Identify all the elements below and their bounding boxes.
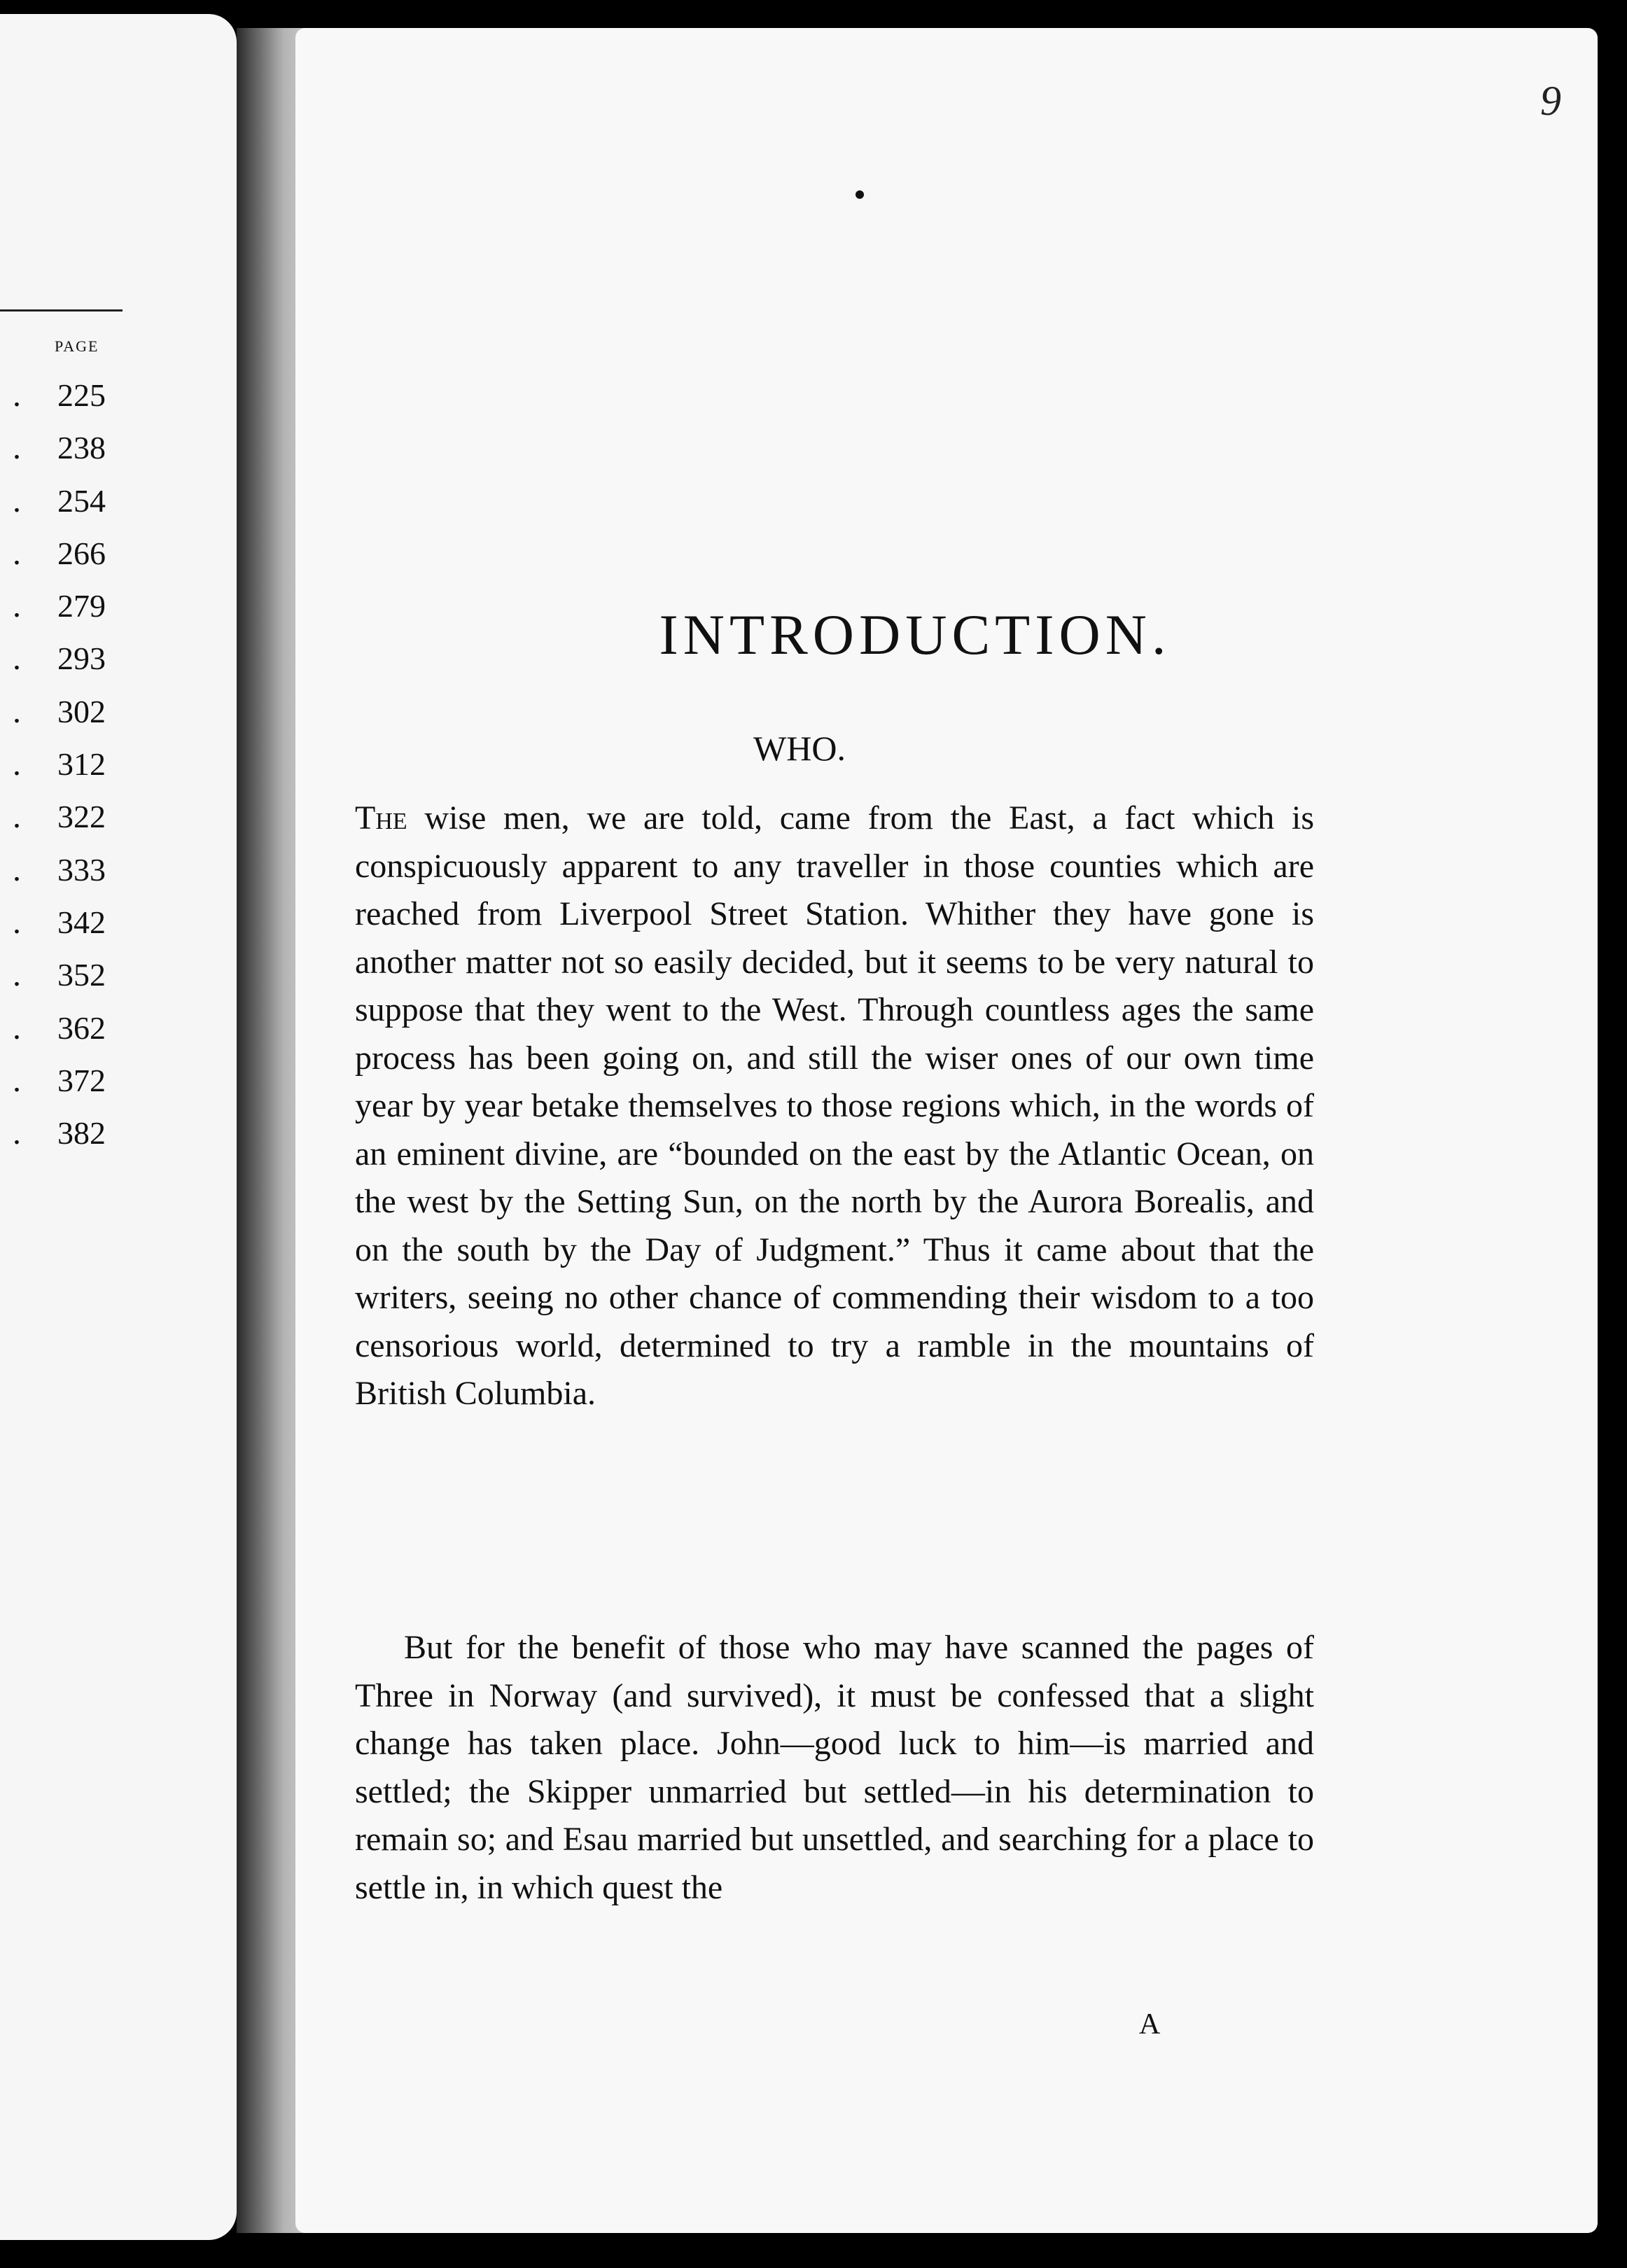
toc-row: . 352 <box>13 956 106 994</box>
toc-page-number: 333 <box>57 851 106 888</box>
toc-page-number: 342 <box>57 904 106 940</box>
toc-row: . 302 <box>13 692 106 730</box>
paragraph-lead-word: The <box>355 799 407 836</box>
toc-page-number: 266 <box>57 535 106 571</box>
toc-page-number: 312 <box>57 746 106 783</box>
paragraph-2 <box>355 1624 1314 1912</box>
divider-rule <box>0 309 123 312</box>
toc-row: . 254 <box>13 482 106 519</box>
toc-row: . 238 <box>13 429 106 467</box>
toc-row: . 342 <box>13 903 106 941</box>
right-page <box>295 28 1598 2233</box>
ink-dot <box>856 190 864 199</box>
toc-page-number: 362 <box>57 1009 106 1046</box>
toc-row: . 266 <box>13 534 106 572</box>
paragraph-1-text: wise men, we are told, came from the East, a fact which is conspicuously apparent to any traveller in those counties which are reached from Liverpool Street Station. Whither they have gone is another matter not so easily decided, but it seems to be very natural to suppose that they went to the West. Through countless ages the same process has been going on, and still the wiser ones of our own time year by year betake themselves to those regions which, in the words of an eminent divine, are “bounded on the east by the Atlantic Ocean, on the west by the Setting Sun, on the north by the Aurora Borealis, and on the south by the Day of Judgment.” Thus it came about that the writers, seeing no other chance of commending their wisdom to a too censorious world, determined to try a ramble in the mountains of British Columbia. <box>355 799 1315 1412</box>
paragraph-1 <box>355 794 1314 1418</box>
toc-row: . 322 <box>13 798 106 836</box>
toc-page-number: 382 <box>57 1115 106 1152</box>
toc-page-number: 352 <box>57 957 106 993</box>
left-page <box>0 14 237 2240</box>
contents-page-numbers <box>0 378 140 1168</box>
toc-row: . 382 <box>13 1114 106 1152</box>
toc-page-number: 302 <box>57 693 106 729</box>
signature-mark: A <box>1139 2008 1161 2040</box>
section-subtitle: WHO. <box>753 729 846 768</box>
toc-row: . 279 <box>13 587 106 625</box>
toc-page-number: 293 <box>57 640 106 677</box>
paragraph-2-text: But for the benefit of those who may have scanned the pages of Three in Norway (and survived), it must be confessed that a slight change has taken place. John—good luck to him—is married and settled; the Skipper unmarried but settled—in his determination to remain so; and Esau married but unsettled, and searching for a place to settle in, in which quest the <box>355 1629 1314 1906</box>
toc-row: . 362 <box>13 1009 106 1046</box>
toc-row: . 312 <box>13 746 106 783</box>
toc-page-number: 225 <box>57 377 106 413</box>
toc-page-number: 279 <box>57 588 106 624</box>
toc-row: . 333 <box>13 850 106 888</box>
toc-page-number: 372 <box>57 1062 106 1098</box>
chapter-title: INTRODUCTION. <box>659 603 1171 666</box>
toc-row: . 225 <box>13 377 106 414</box>
toc-page-number: 238 <box>57 430 106 466</box>
toc-page-number: 254 <box>57 482 106 519</box>
toc-page-number: 322 <box>57 799 106 835</box>
toc-row: . 293 <box>13 640 106 678</box>
page-number-mark: 9 <box>1540 78 1561 124</box>
toc-row: . 372 <box>13 1061 106 1099</box>
page-column-heading: PAGE <box>55 337 99 355</box>
